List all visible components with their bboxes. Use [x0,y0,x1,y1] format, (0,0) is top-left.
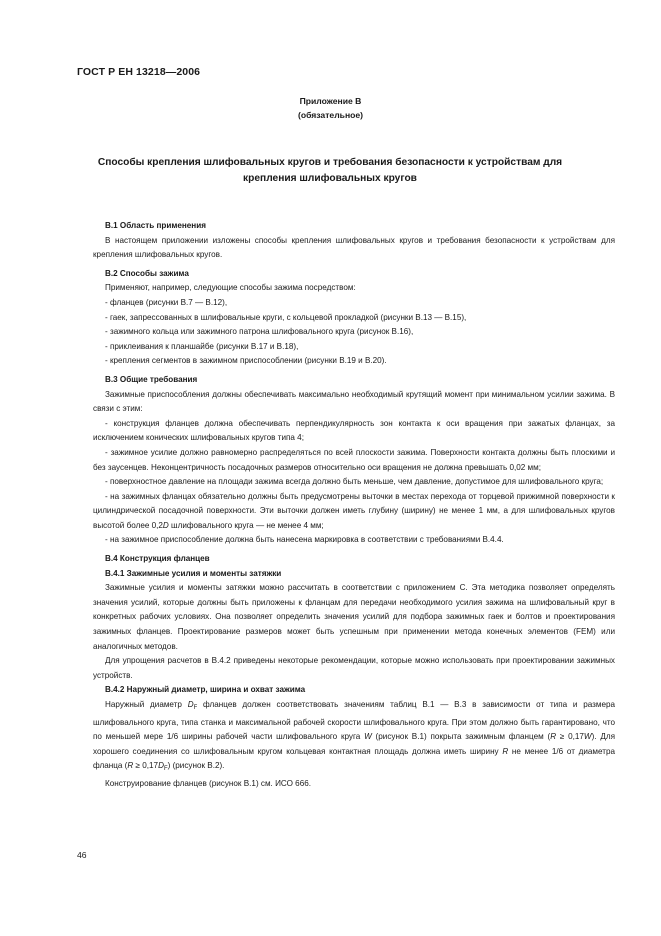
list-item: - фланцев (рисунки В.7 — В.12), [105,297,228,307]
subsection-b42-paragraph [93,698,615,777]
subsection-b42-heading: В.4.2 Наружный диаметр, ширина и охват зажима [105,685,306,695]
section-b4-heading: В.4 Конструкция фланцев [105,554,210,564]
text-run: ). Для хорошего соединения со шлифовальным кругом кольцевая контактная площадь должна иметь ширину [93,732,615,756]
subsection-b41-paragraph: Зажимные усилия и моменты затяжки можно рассчитать в соответствии с приложением С. Эта методика позволяет определять значения усилий, которые должны быть приложены к фланцам для передачи необходимого усилия зажима на шлифовальный круг в конкретных рабочих условиях. Она позволяет определить значения усилий для подбора зажимных гаек и болтов и проектирования зажимных фланцев. Проектирование размеров может быть успешным при применении метода конечных элементов (FEM) или аналогичных методов. [93,583,615,651]
text-run: не менее 1/6 от диаметра фланца ( [93,746,615,771]
list-item: - приклеивания к планшайбе (рисунки В.17 и В.18), [105,341,299,351]
section-b2-heading: В.2 Способы зажима [105,268,189,278]
subsection-b42-paragraph: Конструирование фланцев (рисунок В.1) см. ИСО 666. [105,778,311,788]
list-item: - крепления сегментов в зажимном приспособлении (рисунки В.19 и В.20). [105,356,387,366]
variable-r: R [550,732,557,742]
section-b3-paragraph: - зажимное усилие должно равномерно распределяться по всей плоскости зажима. Поверхности контакта должны быть плоскими и без заусенцев. Неконцентричность посадочных размеров относительно оси вращения не должна превышать 0,02 мм; [93,447,615,472]
text-run: фланцев должен соответствовать значениям таблиц В.1 — В.3 в зависимости от типа и размера шлифовального круга, типа станка и максимальной рабочей скорости шлифовального круга. При этом должно быть гарантировано, что по меньшей мере 1/6 ширины рабочей части шлифовального круга [93,700,616,742]
section-b3-paragraph: - поверхностное давление на площади зажима всегда должно быть меньше, чем давление, допустимое для шлифовального круга; [105,477,604,487]
list-item: - гаек, запрессованных в шлифовальные круги, с кольцевой прокладкой (рисунки В.13 — В.15), [105,312,467,322]
variable-d: D [162,520,169,530]
text-run: - на зажимных фланцах обязательно должны быть предусмотрены выточки в местах перехода от торцевой прижимной поверхности к цилиндрической посадочной поверхности. Эти выточки должен иметь глубину (ширину) не менее 1 мм, а для шлифовальных кругов высотой более 0,2 [93,491,615,530]
section-b3-paragraph: - на зажимное приспособление должна быть нанесена маркировка в соответствии с требованиями В.4.4. [105,535,504,545]
subscript-f: F [193,705,198,711]
text-run: (рисунок В.1) покрыта зажимным фланцем ( [371,732,551,742]
section-b2-intro: Применяют, например, следующие способы зажима посредством: [105,283,356,293]
variable-d: D [158,761,164,771]
text-run: ≥ 0,17 [556,732,584,742]
subsection-b41-heading: В.4.1 Зажимные усилия и моменты затяжки [105,568,282,578]
variable-r: R [502,746,509,756]
text-run: ) (рисунок В.2). [167,761,225,771]
variable-r: R [127,761,134,771]
text-run: шлифовального круга — не менее 4 мм; [168,520,324,530]
section-b3-heading: В.3 Общие требования [105,374,198,384]
section-b3-paragraph [93,490,615,534]
variable-w: W [583,732,592,742]
text-run: ≥ 0,17 [133,761,159,771]
page-title: Способы крепления шлифовальных кругов и требования безопасности к устройствам для крепления шлифовальных кругов [97,157,563,184]
annex-status: (обязательное) [297,110,364,120]
variable-w: W [364,732,372,742]
standard-header: ГОСТ Р ЕН 13218—2006 [77,66,201,78]
section-b3-paragraph: Зажимные приспособления должны обеспечивать максимально необходимый крутящий момент при минимальном усилии зажима. В связи с этим: [93,389,615,414]
text-run: Наружный диаметр [105,700,188,709]
section-b3-paragraph: - конструкция фланцев должна обеспечивать перпендикулярность зон контакта к оси вращения при зажатых фланцах, за исключением конических шлифовальных кругов типа 4; [93,418,615,443]
section-b1-heading: В.1 Область применения [105,221,206,230]
variable-d: D [187,700,194,709]
page-number: 46 [77,850,87,860]
document-body [93,219,615,792]
subscript-f: F [163,766,168,773]
list-item: - зажимного кольца или зажимного патрона шлифовального круга (рисунок В.16), [105,327,414,337]
section-b1-text: В настоящем приложении изложены способы крепления шлифовальных кругов и требования безопасности к устройствам для крепления шлифовальных кругов. [93,235,615,260]
subsection-b41-paragraph: Для упрощения расчетов в В.4.2 приведены некоторые рекомендации, которые можно использовать при проектировании зажимных устройств. [93,656,615,680]
annex-label: Приложение В [299,96,362,106]
